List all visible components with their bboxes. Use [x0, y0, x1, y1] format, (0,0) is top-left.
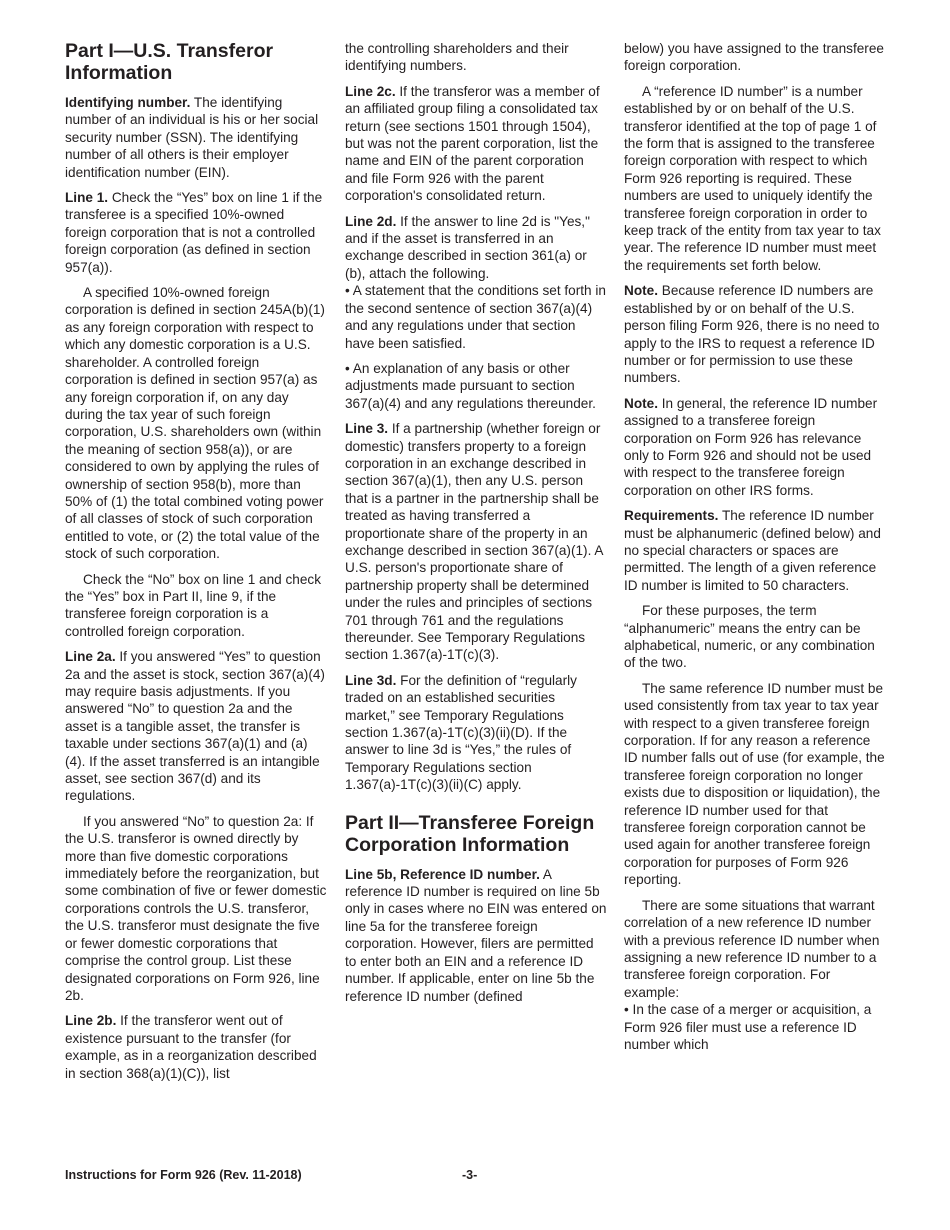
reference-id-definition-paragraph: A “reference ID number” is a number established by or on behalf of the U.S. transferor identified at the top of page 1 of the form that is assigned to the transferee foreign corporation with respect to which Form 926 reporting is required. These numbers are used to uniquely identify the transferee foreign corporation in order to keep track of the entity from tax year to tax year. The reference ID number must meet the requirements set forth below.: [624, 83, 881, 273]
line-2c-label: Line 2c.: [345, 83, 396, 99]
column-2: [345, 40, 607, 1005]
line-3d-label: Line 3d.: [345, 672, 397, 688]
column-1: [65, 40, 327, 1082]
line-3-label: Line 3.: [345, 421, 389, 437]
page-number: -3-: [462, 1168, 478, 1182]
identifying-number-paragraph: [65, 94, 327, 181]
assigned-paragraph: below) you have assigned to the transferee foreign corporation.: [624, 41, 884, 74]
line-3-paragraph: [345, 420, 607, 664]
line-5b-paragraph: [345, 866, 607, 1005]
requirements-paragraph: [624, 507, 886, 594]
requirements-text: The reference ID number must be alphanumeric (defined below) and no special characters or spaces are permitted. The length of a given reference ID number is limited to 50 characters.: [624, 508, 881, 593]
note-2-text: In general, the reference ID number assigned to a transferee foreign corporation on Form 926 has relevance only to Form 926 and should not be used with respect to the transferee foreign corporation on other IRS forms.: [624, 395, 878, 498]
line-1-label: Line 1.: [65, 190, 109, 206]
bullet-statement: • A statement that the conditions set forth in the second sentence of section 367(a)(4) and any regulations under that section have been satisfied.: [345, 283, 606, 351]
part-2-heading: Part II—Transferee Foreign Corporation Information: [345, 811, 595, 856]
check-no-box-paragraph: Check the “No” box on line 1 and check the “Yes” box in Part II, line 9, if the transferee foreign corporation is a controlled foreign corporation.: [65, 571, 322, 639]
line-2a-text: If you answered “Yes” to question 2a and the asset is stock, section 367(a)(4) may require basis adjustments. If you answered “No” to question 2a and the asset is a tangible asset, the transfer is taxable under sections 367(a)(1) and (a)(4). If the asset transferred is an intangible asset, see section 367(d) and its regulations.: [65, 649, 325, 804]
note-1-text: Because reference ID numbers are established by or on behalf of the U.S. person filing Form 926, there is no need to apply to the IRS to request a reference ID number or for permission to use these numbers.: [624, 283, 880, 386]
controlling-shareholders-paragraph: the controlling shareholders and their identifying numbers.: [345, 41, 569, 74]
bullet-merger: • In the case of a merger or acquisition, a Form 926 filer must use a reference ID number which: [624, 1002, 872, 1052]
line-3-text: If a partnership (whether foreign or domestic) transfers property to a foreign corporation in an exchange described in section 367(a)(1), then any U.S. person that is a partner in the partnership shall be treated as having transferred a proportionate share of the property in an exchange described in section 367(a)(1). A U.S. person's proportionate share of partnership property shall be determined under the rules and principles of sections 701 through 761 and the regulations thereunder. See Temporary Regulations section 1.367(a)-1T(c)(3).: [345, 421, 603, 663]
line-5b-text: A reference ID number is required on line 5b only in cases where no EIN was entered on line 5a for the transferee foreign corporation. However, filers are permitted to enter both an EIN and a reference ID number. If applicable, enter on line 5b the reference ID number (defined: [345, 866, 607, 1004]
consistency-paragraph: The same reference ID number must be used consistently from tax year to tax year with respect to a given transferee foreign corporation. If for any reason a reference ID number falls out of use (for example, the transferee foreign corporation no longer exists due to disposition or liquidation), the reference ID number used for that transferee foreign corporation cannot be used again for another transferee foreign corporation for purposes of Form 926 reporting.: [624, 680, 885, 888]
alphanumeric-paragraph: For these purposes, the term “alphanumeric” means the entry can be alphabetical, numeric, or any combination of the two.: [624, 603, 875, 671]
line-3d-text: For the definition of “regularly traded on an established securities market,” see Temporary Regulations section 1.367(a)-1T(c)(3)(ii)(D). If the answer to line 3d is “Yes,” the rules of Temporary Regulations section 1.367(a)-1T(c)(3)(ii)(C) apply.: [345, 672, 577, 793]
line-2c-text: If the transferor was a member of an affiliated group filing a consolidated tax return (see sections 1501 through 1504), but was not the parent corporation, list the name and EIN of the parent corporation and file Form 926 with the parent corporation's consolidated return.: [345, 83, 600, 204]
bullet-explanation: • An explanation of any basis or other adjustments made pursuant to section 367(a)(4) and any regulations thereunder.: [345, 360, 596, 411]
line-1-paragraph: [65, 189, 327, 276]
line-2d-paragraph: [345, 213, 607, 283]
footer-form-title: Instructions for Form 926 (Rev. 11-2018): [65, 1168, 302, 1182]
correlation-paragraph: There are some situations that warrant correlation of a new reference ID number with a previous reference ID number when assigning a new reference ID number to a transferee foreign corporation. For example:: [624, 897, 880, 1000]
note-2-label: Note.: [624, 395, 658, 411]
answered-no-paragraph: If you answered “No” to question 2a: If the U.S. transferor is owned directly by more than five domestic corporations immediately before the reorganization, but some combination of five or fewer domestic corporations controls the U.S. transferor, the U.S. transferor must designate the five or fewer domestic corporations that comprise the control group. List these designated corporations on Form 926, line 2b.: [65, 813, 327, 1003]
note-2-paragraph: [624, 395, 886, 499]
line-2c-paragraph: [345, 83, 607, 205]
column-3: [624, 40, 886, 1061]
requirements-label: Requirements.: [624, 508, 719, 524]
line-2d-label: Line 2d.: [345, 213, 397, 229]
note-1-paragraph: [624, 282, 886, 386]
line-2b-label: Line 2b.: [65, 1013, 117, 1029]
line-2b-paragraph: [65, 1012, 327, 1082]
part-1-heading: Part I—U.S. Transferor Information: [65, 40, 274, 84]
identifying-number-text: The identifying number of an individual is his or her social security number (SSN). The identifying number of all others is their employer identification number (EIN).: [65, 95, 319, 180]
line-2d-text: If the answer to line 2d is "Yes," and if the asset is transferred in an exchange described in section 361(a) or (b), attach the following.: [345, 213, 590, 281]
line-3d-paragraph: [345, 672, 607, 794]
line-5b-label: Line 5b, Reference ID number.: [345, 866, 540, 882]
line-2a-label: Line 2a.: [65, 649, 116, 665]
specified-foreign-corp-paragraph: A specified 10%-owned foreign corporation is defined in section 245A(b)(1) as any foreign corporation with respect to which any domestic corporation is a U.S. shareholder. A controlled foreign corporation is defined in section 957(a) as any foreign corporation if, on any day during the tax year of such foreign corporation, U.S. shareholders own (within the meaning of section 958(a)), or are considered to own by applying the rules of ownership of section 958(b), more than 50% of (1) the total combined voting power of all classes of stock of such corporation entitled to vote, or (2) the total value of the stock of such corporation.: [65, 285, 325, 562]
line-1-text: Check the “Yes” box on line 1 if the transferee is a specified 10%-owned foreign corporation that is not a controlled foreign corporation (as defined in section 957(a)).: [65, 190, 323, 275]
note-1-label: Note.: [624, 283, 658, 299]
identifying-number-label: Identifying number.: [65, 95, 191, 110]
line-2b-text: If the transferor went out of existence pursuant to the transfer (for example, as in a reorganization described in section 368(a)(1)(C)), list: [65, 1013, 317, 1081]
line-2a-paragraph: [65, 648, 327, 805]
